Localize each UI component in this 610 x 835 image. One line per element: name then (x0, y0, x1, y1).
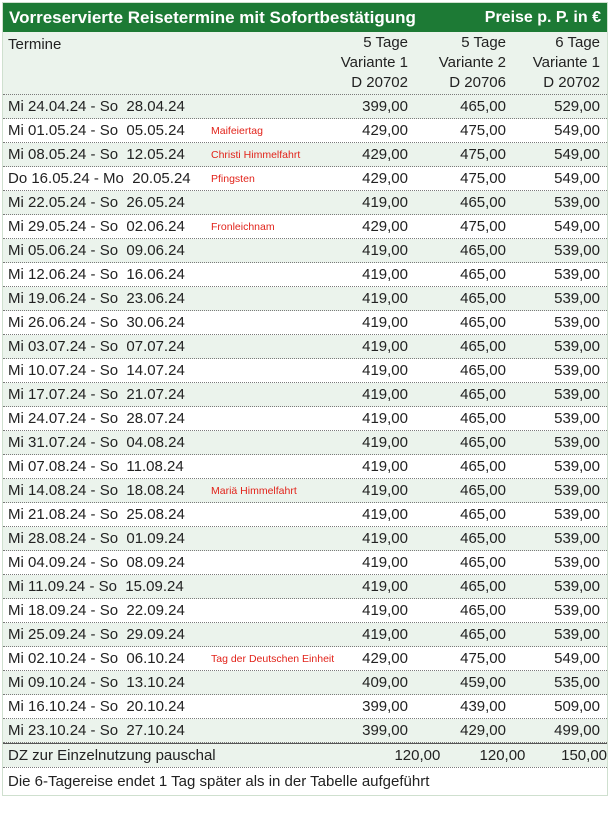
date-range: Mi 31.07.24 - So 04.08.24 (8, 434, 185, 451)
holiday-note: Christi Himmelfahrt (211, 148, 301, 161)
date-range: Mi 03.07.24 - So 07.07.24 (8, 338, 185, 355)
table-row: Do 16.05.24 - Mo 20.05.24 Pfingsten 429,00 475,00 549,00 (3, 167, 607, 191)
table-row: Mi 23.10.24 - So 27.10.24 399,00 429,00 499,00 (3, 719, 607, 743)
table-row: Mi 17.07.24 - So 21.07.24 419,00 465,00 539,00 (3, 383, 607, 407)
table-row: Mi 29.05.24 - So 02.06.24 Fronleichnam 429,00 475,00 549,00 (3, 215, 607, 239)
holiday-note: Mariä Himmelfahrt (211, 484, 297, 497)
price-6-tage-variante-1: 549,00 (554, 218, 600, 235)
price-6-tage-variante-1: 539,00 (554, 626, 600, 643)
date-range: Mi 02.10.24 - So 06.10.24 (8, 650, 185, 667)
table-row: Mi 04.09.24 - So 08.09.24 419,00 465,00 539,00 (3, 551, 607, 575)
table-row: Mi 18.09.24 - So 22.09.24 419,00 465,00 539,00 (3, 599, 607, 623)
table-row: Mi 21.08.24 - So 25.08.24 419,00 465,00 539,00 (3, 503, 607, 527)
date-range: Mi 23.10.24 - So 27.10.24 (8, 722, 185, 739)
table-row: Mi 28.08.24 - So 01.09.24 419,00 465,00 539,00 (3, 527, 607, 551)
price-6-tage-variante-1: 539,00 (554, 434, 600, 451)
date-range: Mi 29.05.24 - So 02.06.24 (8, 218, 185, 235)
price-5-tage-variante-2: 465,00 (460, 458, 506, 475)
single-room-row (3, 743, 607, 767)
price-5-tage-variante-2: 475,00 (460, 170, 506, 187)
single-room-price-3: 150,00 (561, 747, 608, 764)
holiday-note: Fronleichnam (211, 220, 275, 233)
header-col-3-variant: Variante 1 (532, 54, 600, 71)
date-range: Do 16.05.24 - Mo 20.05.24 (8, 170, 191, 187)
price-5-tage-variante-2: 465,00 (460, 242, 506, 259)
date-range: Mi 22.05.24 - So 26.05.24 (8, 194, 185, 211)
price-5-tage-variante-2: 465,00 (460, 554, 506, 571)
date-range: Mi 26.06.24 - So 30.06.24 (8, 314, 185, 331)
table-row: Mi 24.04.24 - So 28.04.24 399,00 465,00 529,00 (3, 95, 607, 119)
table-row: Mi 03.07.24 - So 07.07.24 419,00 465,00 539,00 (3, 335, 607, 359)
table-row: Mi 05.06.24 - So 09.06.24 419,00 465,00 539,00 (3, 239, 607, 263)
price-5-tage-variante-2: 465,00 (460, 386, 506, 403)
date-range: Mi 01.05.24 - So 05.05.24 (8, 122, 185, 139)
price-6-tage-variante-1: 539,00 (554, 458, 600, 475)
column-header-row (3, 32, 607, 95)
date-range: Mi 11.09.24 - So 15.09.24 (8, 578, 184, 595)
header-col-2 (408, 32, 506, 94)
price-5-tage-variante-2: 465,00 (460, 530, 506, 547)
price-6-tage-variante-1: 535,00 (554, 674, 600, 691)
price-5-tage-variante-2: 465,00 (460, 362, 506, 379)
price-5-tage-variante-2: 475,00 (460, 122, 506, 139)
date-range: Mi 18.09.24 - So 22.09.24 (8, 602, 185, 619)
price-6-tage-variante-1: 539,00 (554, 242, 600, 259)
date-range: Mi 05.06.24 - So 09.06.24 (8, 242, 185, 259)
table-row: Mi 14.08.24 - So 18.08.24 Mariä Himmelfahrt 419,00 465,00 539,00 (3, 479, 607, 503)
header-col-2-code: D 20706 (449, 74, 506, 91)
header-col-3-days: 6 Tage (555, 34, 600, 51)
price-6-tage-variante-1: 539,00 (554, 266, 600, 283)
date-range: Mi 25.09.24 - So 29.09.24 (8, 626, 185, 643)
date-range: Mi 24.07.24 - So 28.07.24 (8, 410, 185, 427)
price-5-tage-variante-2: 465,00 (460, 194, 506, 211)
date-range: Mi 08.05.24 - So 12.05.24 (8, 146, 185, 163)
holiday-note: Maifeiertag (211, 124, 263, 137)
price-5-tage-variante-2: 465,00 (460, 338, 506, 355)
price-5-tage-variante-2: 465,00 (460, 482, 506, 499)
table-row: Mi 01.05.24 - So 05.05.24 Maifeiertag 429,00 475,00 549,00 (3, 119, 607, 143)
price-6-tage-variante-1: 499,00 (554, 722, 600, 739)
table-row: Mi 11.09.24 - So 15.09.24 419,00 465,00 539,00 (3, 575, 607, 599)
price-6-tage-variante-1: 539,00 (554, 506, 600, 523)
price-6-tage-variante-1: 539,00 (554, 554, 600, 571)
price-5-tage-variante-2: 465,00 (460, 410, 506, 427)
table-row: Mi 09.10.24 - So 13.10.24 409,00 459,00 535,00 (3, 671, 607, 695)
price-5-tage-variante-2: 465,00 (460, 506, 506, 523)
price-6-tage-variante-1: 539,00 (554, 338, 600, 355)
price-5-tage-variante-2: 465,00 (460, 626, 506, 643)
price-6-tage-variante-1: 539,00 (554, 386, 600, 403)
date-range: Mi 09.10.24 - So 13.10.24 (8, 674, 185, 691)
price-5-tage-variante-2: 475,00 (460, 650, 506, 667)
price-6-tage-variante-1: 549,00 (554, 146, 600, 163)
table-row: Mi 24.07.24 - So 28.07.24 419,00 465,00 539,00 (3, 407, 607, 431)
date-range: Mi 16.10.24 - So 20.10.24 (8, 698, 185, 715)
price-5-tage-variante-2: 465,00 (460, 434, 506, 451)
table-row: Mi 26.06.24 - So 30.06.24 419,00 465,00 539,00 (3, 311, 607, 335)
header-termine: Termine (8, 36, 62, 53)
single-room-price-1: 120,00 (394, 747, 441, 764)
date-range: Mi 28.08.24 - So 01.09.24 (8, 530, 185, 547)
price-6-tage-variante-1: 539,00 (554, 602, 600, 619)
table-row: Mi 10.07.24 - So 14.07.24 419,00 465,00 539,00 (3, 359, 607, 383)
date-rows (3, 95, 607, 743)
table-row: Mi 22.05.24 - So 26.05.24 419,00 465,00 539,00 (3, 191, 607, 215)
table-row: Mi 19.06.24 - So 23.06.24 419,00 465,00 539,00 (3, 287, 607, 311)
price-6-tage-variante-1: 539,00 (554, 410, 600, 427)
holiday-note: Tag der Deutschen Einheit (211, 652, 335, 665)
table-row: Mi 31.07.24 - So 04.08.24 419,00 465,00 539,00 (3, 431, 607, 455)
price-table (2, 2, 608, 796)
header-col-3-code: D 20702 (543, 74, 600, 91)
table-row: Mi 16.10.24 - So 20.10.24 399,00 439,00 509,00 (3, 695, 607, 719)
price-6-tage-variante-1: 509,00 (554, 698, 600, 715)
date-range: Mi 21.08.24 - So 25.08.24 (8, 506, 185, 523)
price-5-tage-variante-2: 475,00 (460, 146, 506, 163)
table-row: Mi 07.08.24 - So 11.08.24 419,00 465,00 539,00 (3, 455, 607, 479)
date-range: Mi 12.06.24 - So 16.06.24 (8, 266, 185, 283)
price-6-tage-variante-1: 549,00 (554, 650, 600, 667)
price-5-tage-variante-2: 429,00 (460, 722, 506, 739)
price-6-tage-variante-1: 539,00 (554, 314, 600, 331)
price-6-tage-variante-1: 529,00 (554, 98, 600, 115)
header-col-1 (203, 32, 408, 94)
date-range: Mi 17.07.24 - So 21.07.24 (8, 386, 185, 403)
price-6-tage-variante-1: 539,00 (554, 194, 600, 211)
price-6-tage-variante-1: 549,00 (554, 122, 600, 139)
header-col-3 (506, 32, 600, 94)
date-range: Mi 04.09.24 - So 08.09.24 (8, 554, 185, 571)
date-range: Mi 10.07.24 - So 14.07.24 (8, 362, 185, 379)
price-5-tage-variante-2: 465,00 (460, 602, 506, 619)
price-6-tage-variante-1: 539,00 (554, 578, 600, 595)
table-row: Mi 25.09.24 - So 29.09.24 419,00 465,00 539,00 (3, 623, 607, 647)
date-range: Mi 07.08.24 - So 11.08.24 (8, 458, 184, 475)
price-5-tage-variante-2: 439,00 (460, 698, 506, 715)
table-row: Mi 08.05.24 - So 12.05.24 Christi Himmelfahrt 429,00 475,00 549,00 (3, 143, 607, 167)
header-col-1-days: 5 Tage (363, 34, 408, 51)
date-range: Mi 14.08.24 - So 18.08.24 (8, 482, 185, 499)
title-bar (3, 3, 607, 32)
date-range: Mi 24.04.24 - So 28.04.24 (8, 98, 185, 115)
footnote: Die 6-Tagereise endet 1 Tag später als in der Tabelle aufgeführt (3, 767, 607, 795)
price-6-tage-variante-1: 539,00 (554, 290, 600, 307)
header-col-1-variant: Variante 1 (340, 54, 408, 71)
price-5-tage-variante-2: 465,00 (460, 578, 506, 595)
price-6-tage-variante-1: 549,00 (554, 170, 600, 187)
price-5-tage-variante-2: 465,00 (460, 314, 506, 331)
header-col-1-code: D 20702 (351, 74, 408, 91)
header-col-2-days: 5 Tage (461, 34, 506, 51)
price-note: Preise p. P. in € (484, 8, 601, 26)
price-5-tage-variante-2: 465,00 (460, 98, 506, 115)
price-5-tage-variante-2: 465,00 (460, 266, 506, 283)
table-row: Mi 12.06.24 - So 16.06.24 419,00 465,00 539,00 (3, 263, 607, 287)
single-room-label: DZ zur Einzelnutzung pauschal (8, 747, 216, 764)
table-row: Mi 02.10.24 - So 06.10.24 Tag der Deutschen Einheit 429,00 475,00 549,00 (3, 647, 607, 671)
price-6-tage-variante-1: 539,00 (554, 530, 600, 547)
price-6-tage-variante-1: 539,00 (554, 362, 600, 379)
price-5-tage-variante-2: 475,00 (460, 218, 506, 235)
price-5-tage-variante-2: 459,00 (460, 674, 506, 691)
header-col-2-variant: Variante 2 (438, 54, 506, 71)
date-range: Mi 19.06.24 - So 23.06.24 (8, 290, 185, 307)
holiday-note: Pfingsten (211, 172, 255, 185)
price-6-tage-variante-1: 539,00 (554, 482, 600, 499)
table-title: Vorreservierte Reisetermine mit Sofortbestätigung (9, 7, 416, 27)
single-room-price-2: 120,00 (479, 747, 526, 764)
price-5-tage-variante-2: 465,00 (460, 290, 506, 307)
